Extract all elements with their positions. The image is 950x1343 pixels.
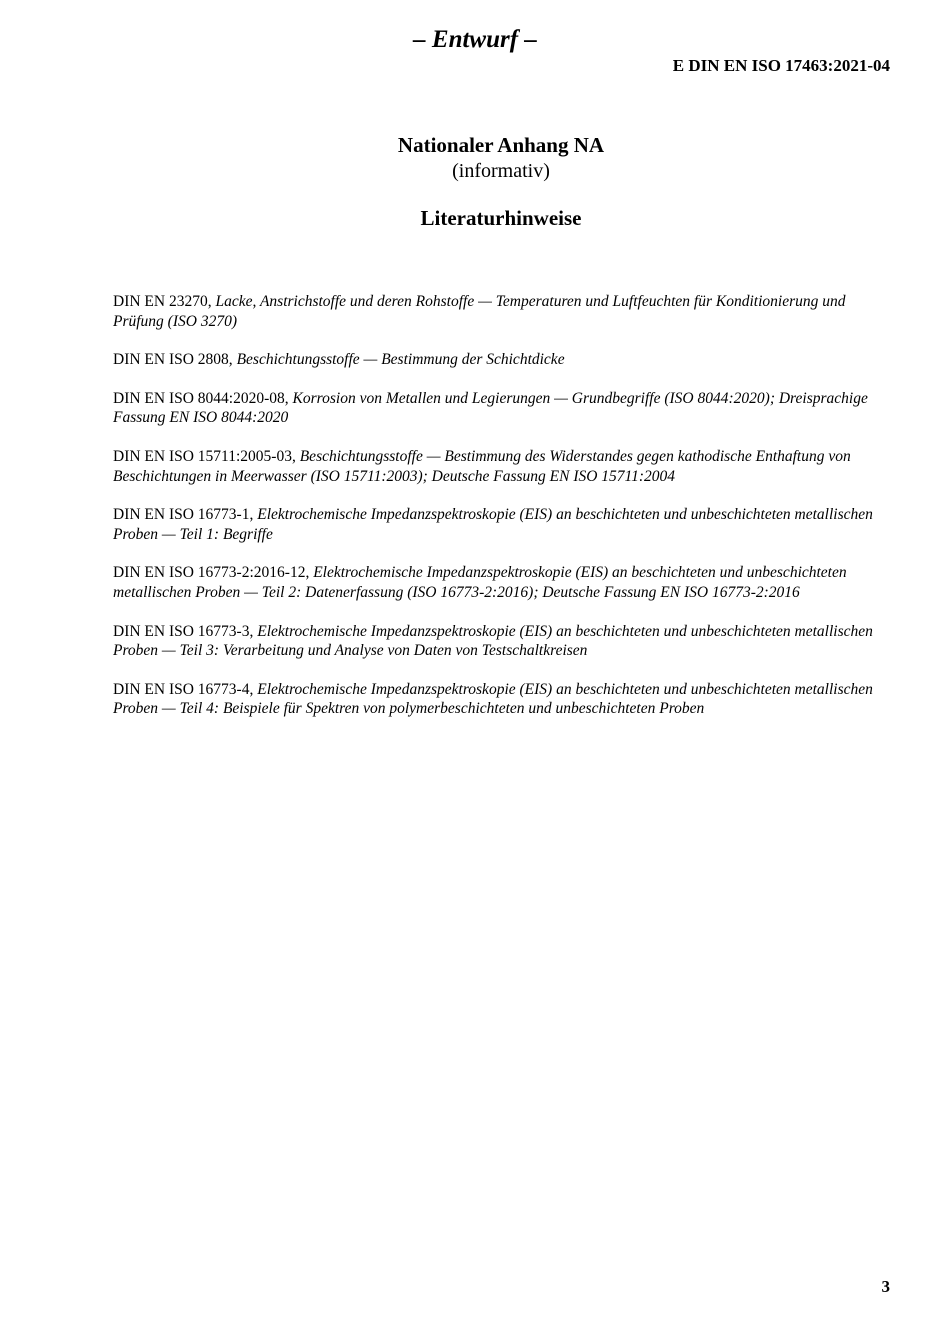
reference-title: Elektrochemische Impedanzspektroskopie (EIS) an beschichteten und unbeschichteten metallischen Proben — Teil 1: Begriffe [113, 506, 873, 543]
reference-title: Elektrochemische Impedanzspektroskopie (EIS) an beschichteten und unbeschichteten metallischen Proben — Teil 4: Beispiele für Spektren von polymerbeschichteten und unbeschichteten Proben [113, 680, 873, 718]
page-number: 3 [881, 1277, 890, 1296]
reference-title: Elektrochemische Impedanzspektroskopie (EIS) an beschichteten und unbeschichteten metallischen Proben — Teil 3: Verarbeitung und Analyse von Daten von Testschaltkreisen [113, 622, 873, 660]
reference-title: Beschichtungsstoffe — Bestimmung des Widerstandes gegen kathodische Enthaftung von Beschichtungen in Meerwasser (ISO 15711:2003); Deutsche Fassung EN ISO 15711:2004 [113, 447, 851, 485]
reference-code: DIN EN ISO 16773-1, [113, 506, 254, 524]
reference-item [113, 505, 883, 544]
draft-watermark-heading: – Entwurf – [413, 26, 537, 53]
reference-item [113, 447, 883, 486]
reference-title: Beschichtungsstoffe — Bestimmung der Schichtdicke [236, 351, 565, 369]
reference-item [113, 622, 883, 661]
document-id: E DIN EN ISO 17463:2021-04 [672, 56, 890, 75]
reference-item [113, 350, 883, 370]
reference-title: Elektrochemische Impedanzspektroskopie (EIS) an beschichteten und unbeschichteten metallischen Proben — Teil 2: Datenerfassung (ISO 16773-2:2016); Deutsche Fassung EN ISO 16773-2:2016 [113, 564, 847, 601]
annex-subtitle: (informativ) [452, 160, 550, 182]
reference-code: DIN EN ISO 8044:2020-08, [113, 389, 289, 407]
reference-list [113, 292, 883, 738]
annex-heading [0, 132, 950, 184]
reference-code: DIN EN 23270, [113, 293, 212, 310]
reference-code: DIN EN ISO 16773-4, [113, 680, 254, 698]
reference-code: DIN EN ISO 16773-3, [113, 622, 254, 640]
reference-item [113, 680, 883, 719]
reference-code: DIN EN ISO 2808, [113, 351, 233, 369]
reference-title: Korrosion von Metallen und Legierungen — Grundbegriffe (ISO 8044:2020); Dreisprachige Fassung EN ISO 8044:2020 [113, 389, 868, 427]
reference-code: DIN EN ISO 16773-2:2016-12, [113, 564, 310, 582]
reference-title: Lacke, Anstrichstoffe und deren Rohstoffe — Temperaturen und Luftfeuchten für Konditionierung und Prüfung (ISO 3270) [113, 293, 846, 330]
reference-item [113, 292, 883, 331]
reference-item [113, 563, 883, 602]
annex-title: Nationaler Anhang NA [397, 133, 605, 157]
section-title: Literaturhinweise [420, 206, 582, 230]
reference-code: DIN EN ISO 15711:2005-03, [113, 447, 296, 465]
reference-item [113, 389, 883, 428]
